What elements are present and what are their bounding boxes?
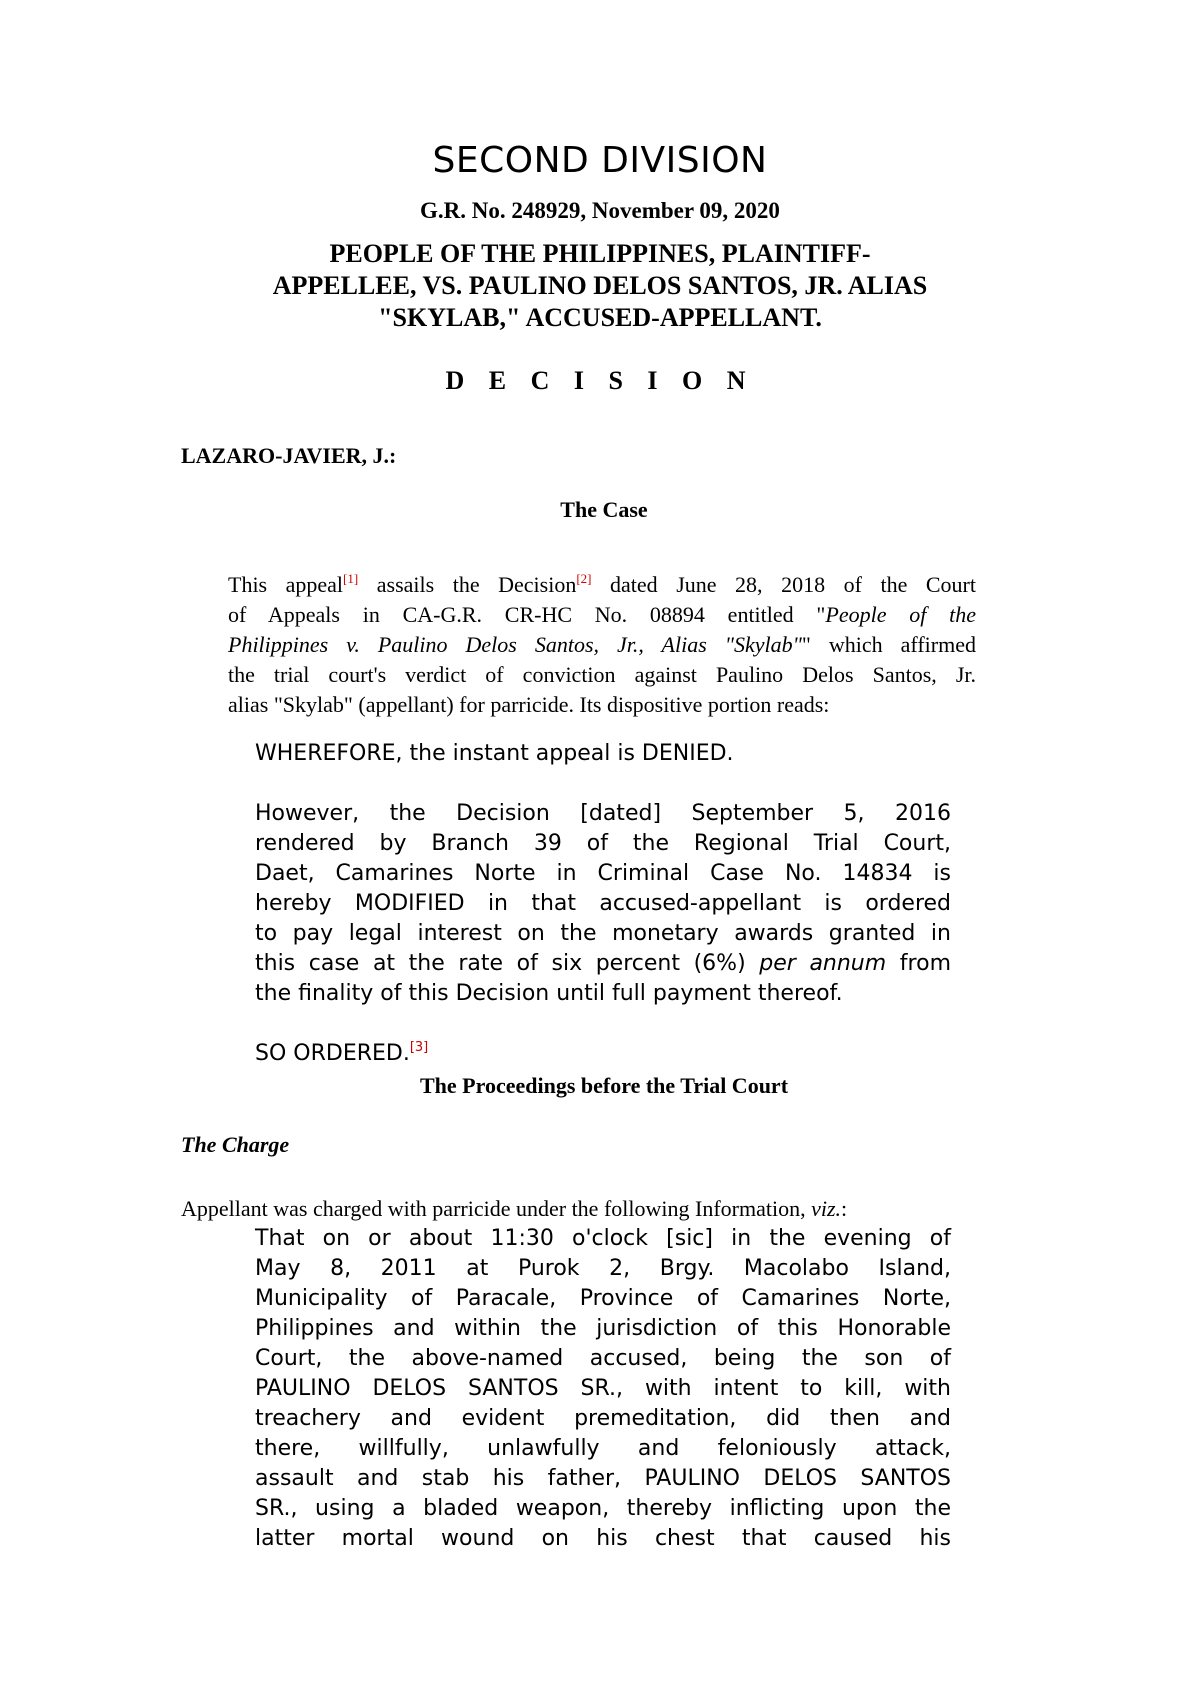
case-title-italic: People of the [825, 602, 976, 627]
quote-line: WHEREFORE, the instant appeal is DENIED. [255, 741, 734, 766]
paragraph-line: the trial court's verdict of conviction against Paulino Delos Santos, Jr. [228, 662, 976, 687]
case-title-italic: Philippines v. Paulino Delos Santos, Jr., Alias "Skylab" [228, 632, 802, 657]
text-run: assails the Decision [358, 572, 577, 597]
quote-line: rendered by Branch 39 of the Regional Trial Court, [255, 831, 951, 856]
text-run: " which affirmed [801, 632, 976, 657]
quote-line: Daet, Camarines Norte in Criminal Case No. 14834 is [255, 861, 951, 886]
quote-line [255, 1039, 951, 1069]
quote-line [255, 949, 951, 979]
text-run: from [886, 951, 951, 976]
section-heading-proceedings: The Proceedings before the Trial Court [419, 1073, 789, 1098]
information-line: PAULINO DELOS SANTOS SR., with intent to kill, with [255, 1376, 951, 1401]
quote-line: hereby MODIFIED in that accused-appellant is ordered [255, 891, 951, 916]
footnote-link-2[interactable]: [2] [576, 571, 592, 586]
text-run: : [841, 1196, 848, 1221]
division-heading: SECOND DIVISION [432, 140, 768, 181]
information-line: Municipality of Paracale, Province of Camarines Norte, [255, 1286, 951, 1311]
latin-term: viz. [811, 1196, 842, 1221]
information-line: assault and stab his father, PAULINO DELOS SANTOS [255, 1466, 951, 1491]
information-intro [181, 1194, 981, 1224]
dispositive-quote-1 [255, 739, 951, 769]
quote-line: to pay legal interest on the monetary awards granted in [255, 921, 951, 946]
information-line: Philippines and within the jurisdiction of this Honorable [255, 1316, 951, 1341]
information-line: That on or about 11:30 o'clock [sic] in the evening of [255, 1226, 951, 1251]
text-run: this case at the rate of six percent (6%) [255, 951, 760, 976]
text-run: This appeal [228, 572, 344, 597]
ponente: LAZARO-JAVIER, J.: [181, 443, 397, 468]
footnote-link-3[interactable]: [3] [409, 1040, 429, 1055]
information-line: latter mortal wound on his chest that caused his [255, 1526, 951, 1551]
information-line: SR., using a bladed weapon, thereby inflicting upon the [255, 1496, 951, 1521]
caption-line: APPELLEE, VS. PAULINO DELOS SANTOS, JR. ALIAS [272, 271, 928, 300]
dispositive-quote-2 [255, 799, 951, 1009]
quote-line: the finality of this Decision until full payment thereof. [255, 981, 843, 1006]
information-quote [255, 1224, 951, 1554]
paragraph-line [228, 600, 976, 630]
section-heading-the-case: The Case [560, 497, 648, 522]
decision-title: D E C I S I O N [445, 366, 755, 395]
text-run: Appellant was charged with parricide under the following Information, [181, 1196, 812, 1221]
information-line: Court, the above-named accused, being the son of [255, 1346, 951, 1371]
caption-line: PEOPLE OF THE PHILIPPINES, PLAINTIFF- [329, 239, 871, 268]
paragraph-line [228, 570, 976, 600]
information-line: treachery and evident premeditation, did then and [255, 1406, 951, 1431]
gr-number: G.R. No. 248929, November 09, 2020 [420, 198, 780, 223]
footnote-link-1[interactable]: [1] [343, 571, 359, 586]
text-run: of Appeals in CA-G.R. CR-HC No. 08894 entitled " [228, 602, 826, 627]
text-run: dated June 28, 2018 of the Court [591, 572, 976, 597]
quote-line: However, the Decision [dated] September 5, 2016 [255, 801, 951, 826]
information-line: there, willfully, unlawfully and feloniously attack, [255, 1436, 951, 1461]
information-line: May 8, 2011 at Purok 2, Brgy. Macolabo Island, [255, 1256, 951, 1281]
subsection-heading-charge: The Charge [181, 1132, 290, 1157]
case-caption [150, 238, 1050, 334]
case-paragraph [228, 570, 976, 720]
latin-term: per annum [759, 951, 887, 976]
paragraph-line [228, 630, 976, 660]
dispositive-quote-3 [255, 1039, 951, 1069]
paragraph-line: alias "Skylab" (appellant) for parricide. Its dispositive portion reads: [228, 692, 830, 717]
text-run: SO ORDERED. [255, 1041, 410, 1066]
caption-line: "SKYLAB," ACCUSED-APPELLANT. [378, 303, 822, 332]
